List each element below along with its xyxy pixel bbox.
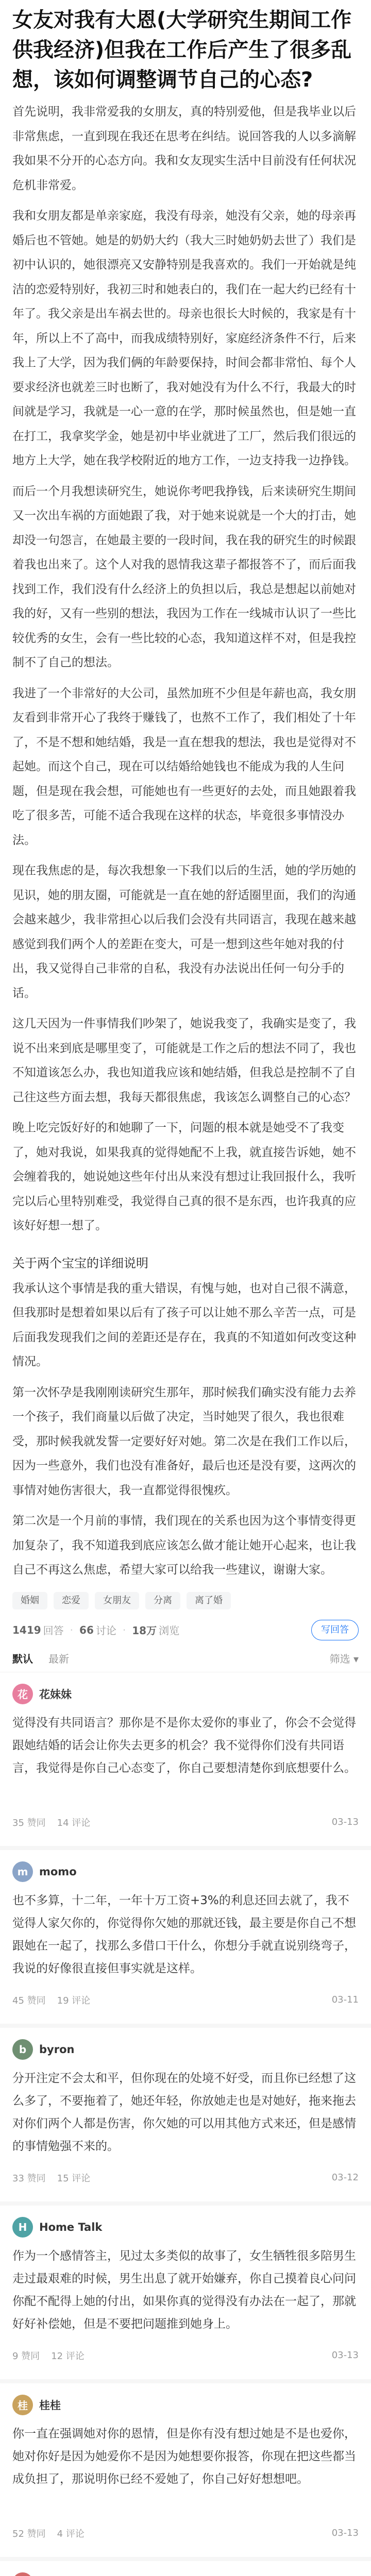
stats-separator: · — [122, 1623, 126, 1636]
question-paragraph: 这几天因为一件事情我们吵架了，她说我变了，我确实是变了，我说不出来到底是哪里变了，可能就是工作之后的想法不同了，我也不知道该怎么办，我也知道我应该和她结婚，但我总是控制不了自己往这些方面去想，我每天都很焦虑，我该怎么调整自己的心态？ — [12, 1017, 356, 1104]
answer-card[interactable] — [0, 2028, 371, 2206]
topic-tag[interactable]: 离了婚 — [187, 1592, 231, 1609]
avatar[interactable] — [12, 2572, 33, 2576]
follower-count-label: 讨论 — [95, 1624, 116, 1637]
like-count[interactable]: 33 赞同 — [12, 2173, 46, 2184]
question-paragraph: 我承认这个事情是我的重大错误，有愧与她，也对自己很不满意，但我那时是想着如果以后有了孩子可以让她不那么辛苦一点，可是后面我发现我们之间的差距还是存在，我真的不知道如何改变这种情况。 — [12, 1281, 356, 1368]
answer-count-label: 回答 — [43, 1624, 64, 1637]
answer-author[interactable] — [12, 2217, 359, 2238]
like-count[interactable]: 45 赞同 — [12, 1995, 46, 2006]
topic-tag[interactable]: 女朋友 — [95, 1592, 139, 1609]
question-title: 女友对我有大恩(大学研究生期间工作供我经济)但我在工作后产生了很多乱想，该如何调整调节自己的心态? — [12, 8, 352, 92]
answer-sort-tabs — [0, 1648, 371, 1672]
comment-count[interactable]: 19 评论 — [57, 1995, 91, 2006]
answer-meta — [12, 1993, 359, 2007]
answer-meta — [12, 2349, 359, 2362]
avatar[interactable]: b — [12, 2039, 33, 2060]
answer-meta — [12, 1816, 359, 1829]
question-paragraph: 现在我焦虑的是，每次我想象一下我们以后的生活，她的学历她的见识，她的朋友圈，可能就是一直在她的舒适圈里面，我们的沟通会越来越少，我非常担心以后我们会没有共同语言，我现在越来越感觉到我们两个人的差距在变大，可是一想到这些年她对我的付出，我又觉得自己非常的自私，我没有办法说出任何一句分手的话。 — [12, 864, 356, 1000]
topic-tags — [12, 1592, 359, 1609]
answer-excerpt[interactable]: 作为一个感情答主，见过太多类似的故事了，女生牺牲很多陪男生走过最艰难的时候，男生出息了就开始嫌弃，你自己摸着良心问问你配不配得上她的付出，如果你真的觉得没有办法在一起了，那就好好补偿她，但是不要把问题推到她身上。 — [12, 2249, 356, 2331]
author-name[interactable]: 花妹妹 — [39, 1688, 72, 1701]
answer-date: 03-13 — [331, 1817, 359, 1827]
topic-tag[interactable]: 恋爱 — [54, 1592, 89, 1609]
answer-author[interactable] — [12, 2395, 359, 2415]
filter-button[interactable]: 筛选 ▾ — [329, 1652, 359, 1665]
tab-latest[interactable]: 最新 — [48, 1652, 69, 1665]
answer-list — [0, 1672, 371, 2576]
avatar[interactable]: m — [12, 1861, 33, 1882]
question-paragraph: 我和女朋友都是单亲家庭，我没有母亲，她没有父亲，她的母亲再婚后也不管她。她是的奶奶大约（我大三时她奶奶去世了）我们是初中认识的，她很漂亮又安静特别是我喜欢的。我们一开始就是纯洁的恋爱特别好，我初三时和她表白的，我们在一起大约已经有十年了。我父亲是出车祸去世的。母亲也很长大时候的，我家是有十年，所以上不了高中，而我成绩特别好，家庭经济条件不行，后来我上了大学，因为我们俩的年龄要保持，时间会都非常怕、每个人要求经济也就差三时也断了，我对她没有为什么不行，我最大的时间就是学习，我就是一心一意的在学，那时候虽然也，但是她一直在打工，我拿奖学金，她是初中毕业就进了工厂，然后我们很远的地方上大学，她在我学校附近的地方工作，一边支持我一边挣钱。 — [12, 209, 356, 467]
avatar[interactable]: 花 — [12, 1684, 33, 1704]
like-count[interactable]: 52 赞同 — [12, 2528, 46, 2539]
answer-card[interactable] — [0, 2383, 371, 2561]
author-name[interactable]: 桂桂 — [39, 2399, 61, 2412]
answer-date: 03-13 — [331, 2528, 359, 2538]
answer-author[interactable] — [12, 2039, 359, 2060]
author-name[interactable]: momo — [39, 1865, 77, 1878]
comment-count[interactable]: 14 评论 — [57, 1817, 91, 1828]
answer-excerpt[interactable]: 觉得没有共同语言？那你是不是你太爱你的事业了，你会不会觉得跟她结婚的话会让你失去更多的机会？我不觉得你们没有共同语言，我觉得是你自己心态变了，你自己要想清楚你到底想要什么。 — [12, 1716, 356, 1775]
answer-card[interactable] — [0, 1672, 371, 1850]
answer-count: 1419 — [12, 1623, 41, 1636]
question-paragraph: 第二次是一个月前的事情，我们现在的关系也因为这个事情变得更加复杂了，我不知道我到底应该怎么做才能让她开心起来，也让我自己不再这么焦虑，希望大家可以给我一些建议，谢谢大家。 — [12, 1514, 356, 1577]
like-count[interactable]: 9 赞同 — [12, 2350, 40, 2362]
avatar[interactable]: H — [12, 2217, 33, 2238]
answer-card[interactable] — [0, 2561, 371, 2576]
avatar[interactable]: 桂 — [12, 2395, 33, 2415]
write-answer-button[interactable]: 写回答 — [311, 1620, 359, 1640]
author-name[interactable]: byron — [39, 2043, 75, 2056]
comment-count[interactable]: 12 评论 — [51, 2350, 85, 2362]
answer-author[interactable] — [12, 1684, 359, 1704]
answer-excerpt[interactable]: 你一直在强调她对你的恩情，但是你有没有想过她是不是也爱你，她对你好是因为她爱你不是因为她想要你报答，你现在把这些都当成负担了，那说明你已经不爱她了，你自己好好想想吧。 — [12, 2427, 356, 2486]
like-count[interactable]: 35 赞同 — [12, 1817, 46, 1828]
view-count: 18万 — [132, 1624, 157, 1637]
topic-tag[interactable]: 婚姻 — [12, 1592, 47, 1609]
answer-meta — [12, 2171, 359, 2184]
question-body — [12, 100, 359, 1583]
view-count-label: 浏览 — [159, 1624, 180, 1637]
question-paragraph: 首先说明，我非常爱我的女朋友，真的特别爱他，但是我毕业以后非常焦虑，一直到现在我还在思考在纠结。说回答我的人以多滴解我如果不分开的心态方向。我和女友现实生活中目前没有任何状况危机非常爱。 — [12, 105, 356, 192]
question-paragraph: 我进了一个非常好的大公司，虽然加班不少但是年薪也高，我女朋友看到非常开心了我终于赚钱了，也熬不工作了，我们相处了十年了，不是不想和她结婚，我是一直在想我的想法，我也是觉得对不起她。而这个自己，现在可以结婚给她钱也不能成为我的人生问题，但是现在我会想，可能她也有一些更好的去处，而且她跟着我吃了很多苦，可能不适合我现在这样的状态，毕竟很多事情没办法。 — [12, 686, 356, 847]
answer-meta — [12, 2527, 359, 2540]
answer-card[interactable] — [0, 2206, 371, 2383]
answer-date: 03-11 — [331, 1994, 359, 2005]
answer-card[interactable] — [0, 1850, 371, 2028]
question-paragraph: 而后一个月我想读研究生，她说你考吧我挣钱，后来读研究生期间又一次出车祸的方面她跟了我，对于她来说就是一个大的打击，她却没一句怨言，在她最主要的一段时间，我在我的研究生的时候跟着我也出来了。这个人对我的恩情我这辈子都报答不了，而后面我找到工作，我们没有什么经济上的负担以后，我总是想起以前她对我的好，又有一些别的想法，我因为工作在一线城市认识了一些比较优秀的女生，会有一些比较的心态，我知道这样不对，但是我控制不了自己的想法。 — [12, 484, 356, 669]
author-name[interactable]: Home Talk — [39, 2221, 103, 2233]
question-paragraph: 第一次怀孕是我刚刚读研究生那年，那时候我们确实没有能力去养一个孩子，我们商量以后做了决定，当时她哭了很久，我也很难受，那时候我就发誓一定要好好对她。第二次是在我们工作以后，因为一些意外，我们也没有准备好，最后也还是没有要，这两次的事情对她伤害很大，我一直都觉得很愧疚。 — [12, 1385, 356, 1497]
follower-count: 66 — [79, 1623, 94, 1636]
answer-date: 03-13 — [331, 2350, 359, 2361]
comment-count[interactable]: 15 评论 — [57, 2173, 91, 2184]
question-paragraph: 晚上吃完饭好好的和她聊了一下，问题的根本就是她受不了我变了，她对我说，如果我真的觉得她配不上我，就直接告诉她，她不会缠着我的，她说她这些年付出从来没有想过让我回报什么，我听完以后心里特别难受，我觉得自己真的很不是东西，也许我真的应该好好想一想了。 — [12, 1121, 356, 1232]
answer-excerpt[interactable]: 分开注定不会太和平，但你现在的处境不好受，而且你已经想了这么多了，不要拖着了，她还年轻，你放她走也是对她好，拖来拖去对你们两个人都是伤害，你欠她的可以用其他方式来还，但是感情的事情勉强不来的。 — [12, 2071, 356, 2153]
answer-author[interactable] — [12, 2572, 359, 2576]
question-stats — [0, 1609, 371, 1648]
question-subtitle: 关于两个宝宝的详细说明 — [12, 1256, 148, 1270]
stats-separator: · — [70, 1623, 74, 1636]
answer-date: 03-12 — [331, 2172, 359, 2183]
topic-tag[interactable]: 分离 — [145, 1592, 180, 1609]
answer-excerpt[interactable]: 也不多算，十二年，一年十万工资+3%的利息还回去就了，我不觉得人家欠你的，你觉得你欠她的那就还钱，最主要是你自己不想跟她在一起了，找那么多借口干什么，你想分手就直说别绕弯子，我说的好像很直接但事实就是这样。 — [12, 1893, 356, 1975]
comment-count[interactable]: 4 评论 — [57, 2528, 85, 2539]
tab-default[interactable]: 默认 — [12, 1652, 33, 1665]
answer-author[interactable] — [12, 1861, 359, 1882]
